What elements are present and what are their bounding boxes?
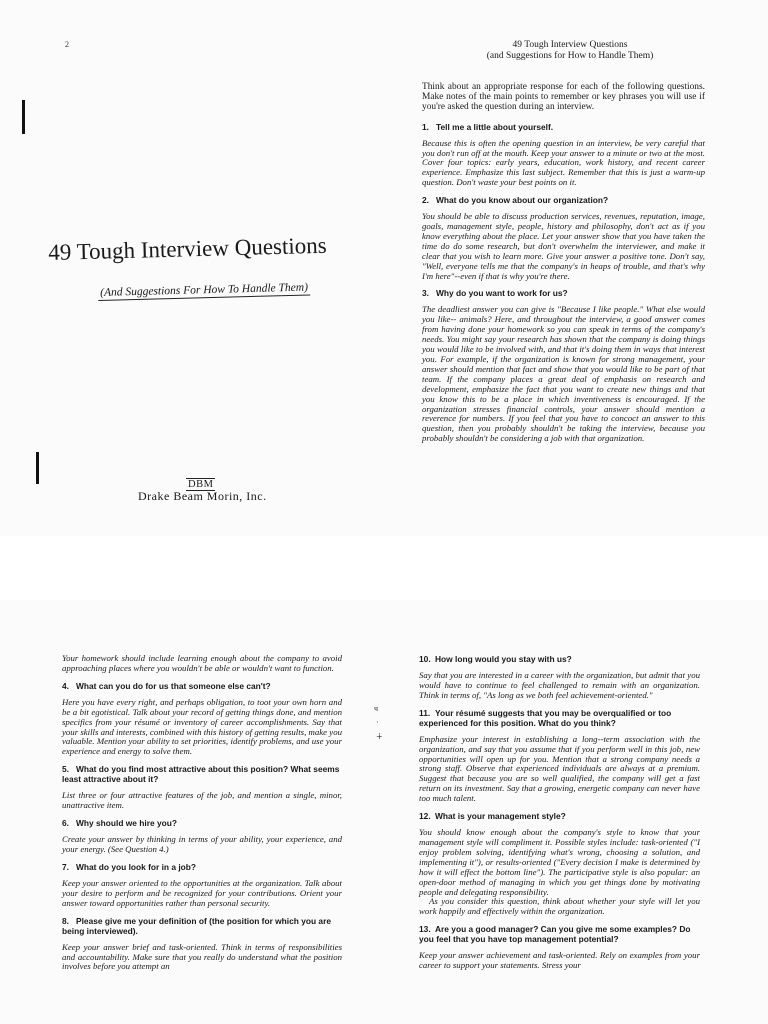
question-3 (422, 288, 705, 298)
right-column-top (422, 82, 705, 451)
answer-2: You should be able to discuss production services, revenues, reputation, image, goals, management style, people, history and philosophy, don't act as if you know everything about the place. Let your answer show that you have taken the time do do some research, but don't overwhelm the interviewer, and make it clear that you wish to learn more. Give your answer a positive tone. Don't say, "Well, everyone tells me that the company's in heaps of trouble, and that's why I'm here"--even if that is why you're there. (422, 211, 705, 281)
margin-mark: ч (374, 704, 379, 713)
question-text: What do you know about our organization? (436, 195, 609, 206)
question-13 (419, 924, 700, 944)
cover-subtitle-text: (And Suggestions For How To Handle Them) (98, 281, 310, 301)
document-header (425, 40, 715, 62)
question-number: 6. (62, 818, 69, 829)
question-7 (62, 862, 342, 872)
question-number: 8. (62, 915, 69, 926)
question-number: 1. (422, 121, 429, 132)
question-text: Please give me your definition of (the position for which you are being interviewed). (62, 915, 332, 936)
question-number: 13. (419, 924, 431, 935)
question-text: Are you a good manager? Can you give me some examples? Do you feel that you have top management potential? (419, 924, 691, 945)
answer-3-continued: Your homework should include learning enough about the company to avoid approaching places where you wouldn't be able or wouldn't want to function. (62, 653, 342, 673)
question-10 (419, 654, 700, 664)
answer-8: Keep your answer brief and task-oriented. Think in terms of responsibilities and accountability. Make sure that you really do understand what the position involves before you attempt an (62, 941, 342, 972)
page-bottom (0, 600, 768, 1024)
question-text: Your résumé suggests that you may be overqualified or too experienced for this position. What do you think? (419, 707, 672, 728)
question-text: What is your management style? (435, 811, 566, 822)
answer-3: The deadliest answer you can give is "Because I like people." What else would you like-- animals? Here, and throughout the interview, a good answer comes from having done your homework so you can speak in terms of the company's needs. You might say your research has shown that the company is doing things you would like to be involved with, and that it's doing them in ways that interest you. For example, if the organization is known for strong management, your answer should mention that fact and show that you would like to be part of that team. If the company places a great deal of emphasis on research and development, emphasize the fact that you want to create new things and that you know this to be a place in which inventiveness is encouraged. If the organization stresses financial controls, your answer should mention a reverence for numbers. If you feel that you have to concoct an answer to this question, then you probably shouldn't be taking the interview, because you probably shouldn't be considering a job with that organization. (422, 304, 705, 444)
question-text: How long would you stay with us? (435, 654, 572, 664)
question-4 (62, 681, 342, 691)
question-8 (62, 916, 342, 936)
question-number: 11. (419, 707, 431, 718)
question-text: Tell me a little about yourself. (436, 121, 554, 132)
question-6 (62, 818, 342, 828)
page-number: 2 (65, 40, 69, 49)
question-1 (422, 122, 705, 132)
margin-mark: ∔ (376, 732, 383, 741)
answer-7: Keep your answer oriented to the opportunities at the organization. Talk about your desire to perform and be recognized for your contributions. Orient your answer toward opportunities rather than personal security. (62, 877, 342, 908)
answer-6: Create your answer by thinking in terms of your ability, your experience, and your energy. (See Question 4.) (62, 834, 342, 854)
question-number: 10. (419, 654, 431, 664)
question-text: What do you find most attractive about this position? What seems least attractive about it? (62, 764, 340, 785)
question-2 (422, 195, 705, 205)
question-number: 4. (62, 680, 69, 691)
header-subtitle: (and Suggestions for How to Handle Them) (486, 51, 654, 61)
dbm-logo: DBM (188, 479, 214, 490)
question-text: Why should we hire you? (76, 818, 177, 829)
company-name: Drake Beam Morin, Inc. (138, 489, 267, 503)
answer-5: List three or four attractive features of the job, and mention a single, minor, unattractive item. (62, 790, 342, 811)
margin-mark: · (376, 718, 379, 727)
question-12 (419, 811, 700, 821)
question-number: 7. (62, 861, 69, 872)
intro-paragraph: Think about an appropriate response for each of the following questions. Make notes of the main points to remember or key phrases you will use if you're asked the question during an interview. (422, 82, 705, 113)
binding-mark (22, 100, 25, 134)
cover-title: 49 Tough Interview Questions (48, 232, 327, 265)
cover-subtitle (98, 281, 310, 299)
left-column-bottom (62, 654, 342, 979)
question-number: 3. (422, 288, 429, 299)
answer-13: Keep your answer achievement and task-oriented. Rely on examples from your career to support your statements. Stress your (419, 950, 700, 971)
answer-1: Because this is often the opening question in an interview, be very careful that you don't run off at the mouth. Keep your answer to a minute or two at the most. Cover four topics: early years, education, work history, and recent career experience. Emphasize this last subject. Remember that this is just a warm-up question. Don't waste your best points on it. (422, 137, 705, 188)
answer-12: You should know enough about the company's style to know that your management style will compliment it. Possible styles include: task-oriented ("I enjoy problem solving, identifying what's wrong, choosing a solution, and implementing it"), or results-oriented ("Every decision I make is determined by how it will effect the bottom line"). The participative style is also popular: an open-door method of managing in which you get things done by motivating people and delegating responsibility. (419, 827, 700, 897)
answer-11: Emphasize your interest in establishing a long--term association with the organization, and say that you assume that if you perform well in this job, new opportunities will open up for you. Mention that a strong company needs a strong staff. Observe that experienced individuals are always at a premium. Suggest that because you are so well qualified, the company will get a fast return on its investment. Say that a growing, energetic company can never have too much talent. (419, 733, 700, 804)
header-title: 49 Tough Interview Questions (512, 40, 628, 50)
question-11 (419, 708, 700, 728)
question-text: Why do you want to work for us? (436, 288, 568, 299)
binding-mark (36, 452, 39, 484)
answer-10: Say that you are interested in a career with the organization, but admit that you would have to continue to feel challenged to remain with an organization. Think in terms of, "As long as we both feel achievement-oriented." (419, 670, 700, 700)
question-text: What can you do for us that someone else can't? (76, 680, 271, 691)
question-text: What do you look for in a job? (76, 861, 197, 872)
question-number: 2. (422, 195, 429, 206)
right-column-bottom (419, 654, 700, 978)
page-gap (0, 536, 768, 600)
question-number: 12. (419, 811, 431, 822)
answer-12-continued: As you consider this question, think about whether your style will let you work happily and effectively within the organization. (419, 896, 700, 917)
question-number: 5. (62, 764, 69, 775)
answer-4: Here you have every right, and perhaps obligation, to toot your own horn and be a bit egotistical. Talk about your record of getting things done, and mention specifics from your résumé or inventory of career accomplishments. Say that your skills and interests, combined with this history of getting results, make you valuable. Mention your ability to set priorities, identify problems, and use your experience and energy to solve them. (62, 696, 342, 757)
question-5 (62, 764, 342, 784)
